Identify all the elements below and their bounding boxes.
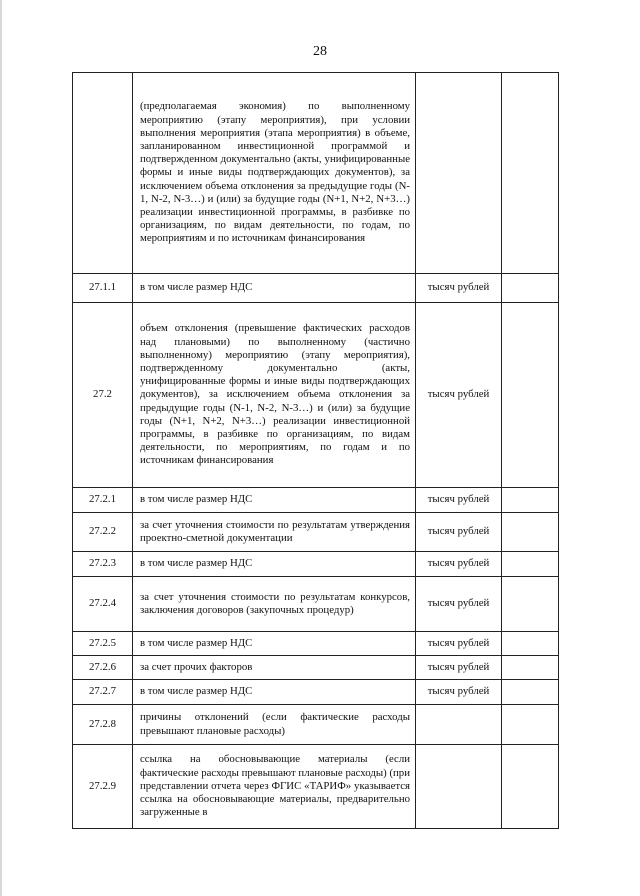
row-description: за счет уточнения стоимости по результатам утверждения проектно-сметной документации <box>133 513 416 552</box>
table-row <box>73 632 559 656</box>
row-value-cell <box>502 656 559 680</box>
table-row <box>73 303 559 488</box>
row-unit: тысяч рублей <box>416 680 502 705</box>
row-number: 27.1.1 <box>73 274 133 303</box>
row-number: 27.2.7 <box>73 680 133 705</box>
row-value-cell <box>502 513 559 552</box>
row-value-cell <box>502 488 559 513</box>
row-description: за счет уточнения стоимости по результатам конкурсов, заключения договоров (закупочных процедур) <box>133 577 416 632</box>
table-row <box>73 680 559 705</box>
row-unit: тысяч рублей <box>416 274 502 303</box>
row-value-cell <box>502 577 559 632</box>
row-description: в том числе размер НДС <box>133 274 416 303</box>
row-unit: тысяч рублей <box>416 632 502 656</box>
table-row <box>73 745 559 829</box>
row-value-cell <box>502 680 559 705</box>
row-description: (предполагаемая экономия) по выполненному мероприятию (этапу мероприятия), при условии выполнения мероприятия (этапа мероприятия) в объеме, запланированном инвестиционной программой и подтвержденном документально (акты, унифицированные формы и иные виды подтверждающих документов), за исключением объема отклонения за предыдущие годы (N-1, N-2, N-3…) и (или) за будущие годы (N+1, N+2, N+3…) реализации инвестиционной программы, в разбивке по организациям, по видам деятельности, по годам, по мероприятиям и по источникам финансирования <box>133 73 416 274</box>
row-number: 27.2.5 <box>73 632 133 656</box>
row-unit: тысяч рублей <box>416 303 502 488</box>
row-value-cell <box>502 303 559 488</box>
table-row <box>73 552 559 577</box>
row-number: 27.2.1 <box>73 488 133 513</box>
row-value-cell <box>502 274 559 303</box>
row-number: 27.2.4 <box>73 577 133 632</box>
row-unit: тысяч рублей <box>416 488 502 513</box>
row-number: 27.2.2 <box>73 513 133 552</box>
row-number <box>73 73 133 274</box>
row-number: 27.2 <box>73 303 133 488</box>
scan-edge <box>0 0 2 896</box>
table-row <box>73 577 559 632</box>
row-value-cell <box>502 73 559 274</box>
row-number: 27.2.9 <box>73 745 133 829</box>
indicator-table <box>72 72 559 829</box>
row-number: 27.2.8 <box>73 705 133 745</box>
row-value-cell <box>502 552 559 577</box>
table-row <box>73 513 559 552</box>
row-unit: тысяч рублей <box>416 513 502 552</box>
row-unit: тысяч рублей <box>416 656 502 680</box>
row-unit <box>416 705 502 745</box>
row-description: ссылка на обосновывающие материалы (если фактические расходы превышают плановые расходы) (при представлении отчета через ФГИС «ТАРИФ» указывается ссылка на обосновывающие материалы, предварительно загруженные в <box>133 745 416 829</box>
row-unit <box>416 73 502 274</box>
row-description: в том числе размер НДС <box>133 552 416 577</box>
row-number: 27.2.3 <box>73 552 133 577</box>
row-description: в том числе размер НДС <box>133 488 416 513</box>
row-description: за счет прочих факторов <box>133 656 416 680</box>
row-description: объем отклонения (превышение фактических расходов над плановыми) по выполненному (частично выполненному) мероприятию (этапу мероприятия), подтвержденному документально (акты, унифицированные формы и иные виды подтверждающих документов), за исключением объема отклонения за предыдущие годы (N-1, N-2, N-3…) и (или) за будущие годы (N+1, N+2, N+3…) реализации инвестиционной программы, в разбивке по организациям, по видам деятельности, по мероприятиям, по годам и по источникам финансирования <box>133 303 416 488</box>
row-description: в том числе размер НДС <box>133 680 416 705</box>
row-number: 27.2.6 <box>73 656 133 680</box>
table-row <box>73 656 559 680</box>
row-value-cell <box>502 745 559 829</box>
row-unit: тысяч рублей <box>416 577 502 632</box>
row-unit: тысяч рублей <box>416 552 502 577</box>
table-row <box>73 488 559 513</box>
table-row <box>73 705 559 745</box>
row-value-cell <box>502 632 559 656</box>
row-description: причины отклонений (если фактические расходы превышают плановые расходы) <box>133 705 416 745</box>
row-unit <box>416 745 502 829</box>
row-value-cell <box>502 705 559 745</box>
row-description: в том числе размер НДС <box>133 632 416 656</box>
page-number: 28 <box>313 44 327 59</box>
table-row <box>73 274 559 303</box>
table-row <box>73 73 559 274</box>
